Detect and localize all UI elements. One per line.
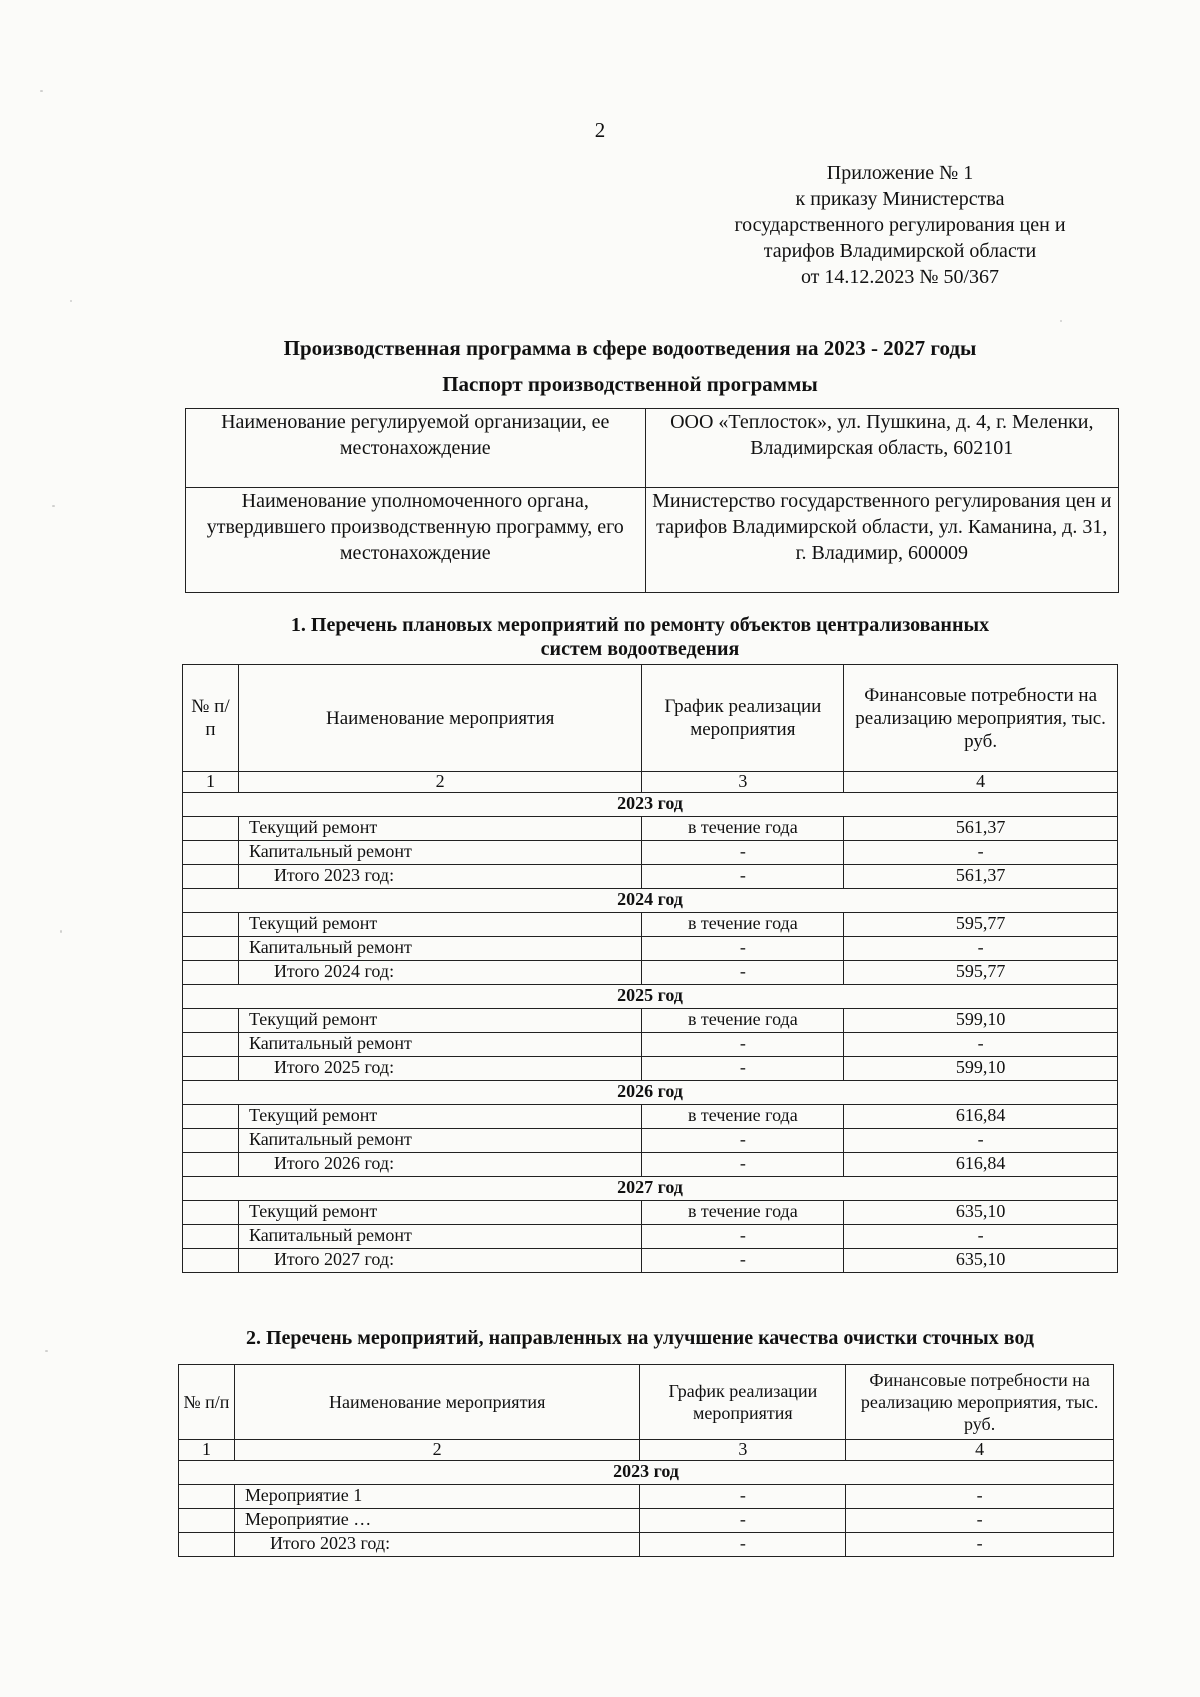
row-amount: 561,37 [844,865,1118,889]
column-number: 1 [179,1440,235,1461]
table-row [183,1105,1118,1129]
header-number: № п/п [179,1365,235,1440]
header-schedule: График реализации мероприятия [640,1365,846,1440]
section1-title [180,613,1100,661]
table-row [183,1009,1118,1033]
row-amount: - [844,1129,1118,1153]
year-label: 2026 год [183,1081,1118,1105]
column-number: 3 [642,772,844,793]
row-schedule: - [640,1509,846,1533]
scan-speck [1060,320,1062,322]
row-schedule: - [640,1485,846,1509]
year-row [183,985,1118,1009]
appendix-line: Приложение № 1 [826,162,974,184]
passport-label: Наименование регулируемой организации, ее местонахождение [186,409,646,488]
row-amount: - [844,1225,1118,1249]
table-row [183,937,1118,961]
section1-title-line: 1. Перечень плановых мероприятий по ремонту объектов централизованных [290,614,990,636]
column-number: 2 [234,1440,639,1461]
row-schedule: в течение года [642,817,844,841]
row-name: Итого 2026 год: [238,1153,641,1177]
section1-table [182,664,1118,1273]
appendix-line: от 14.12.2023 № 50/367 [800,266,1000,288]
table-row [183,913,1118,937]
header-schedule: График реализации мероприятия [642,665,844,772]
year-label: 2027 год [183,1177,1118,1201]
column-number: 4 [846,1440,1114,1461]
passport-title: Паспорт производственной программы [442,372,818,396]
row-name: Итого 2024 год: [238,961,641,985]
program-title: Производственная программа в сфере водоотведения на 2023 - 2027 годы [283,336,977,360]
row-schedule: в течение года [642,1105,844,1129]
row-amount: - [846,1509,1114,1533]
table-row [183,865,1118,889]
row-schedule: - [642,1225,844,1249]
row-amount: 599,10 [844,1009,1118,1033]
row-amount: 635,10 [844,1249,1118,1273]
table-row [183,1249,1118,1273]
passport-row [186,488,1119,593]
passport-row [186,409,1119,488]
row-schedule: в течение года [642,1201,844,1225]
row-name: Текущий ремонт [238,1009,641,1033]
year-row [183,1177,1118,1201]
row-name: Текущий ремонт [238,913,641,937]
scan-speck [52,505,55,507]
header-name: Наименование мероприятия [234,1365,639,1440]
row-schedule: в течение года [642,913,844,937]
row-amount: 595,77 [844,961,1118,985]
row-schedule: - [642,1153,844,1177]
scan-speck [60,930,62,933]
section2-title: 2. Перечень мероприятий, направленных на улучшение качества очистки сточных вод [246,1327,1034,1349]
year-row [179,1461,1114,1485]
row-amount: 561,37 [844,817,1118,841]
table-row [179,1509,1114,1533]
table-header-row [179,1365,1114,1440]
appendix-line: тарифов Владимирской области [763,240,1037,262]
row-schedule: в течение года [642,1009,844,1033]
table-row [183,817,1118,841]
row-name: Итого 2027 год: [238,1249,641,1273]
passport-table [185,408,1119,593]
row-amount: 616,84 [844,1105,1118,1129]
header-number: № п/п [183,665,239,772]
scan-speck [40,90,43,92]
scan-speck [70,300,72,302]
table-row [183,1033,1118,1057]
table-row [179,1485,1114,1509]
appendix-block [640,160,1160,290]
row-name: Капитальный ремонт [238,841,641,865]
row-schedule: - [642,865,844,889]
page-number: 2 [594,118,606,142]
row-schedule: - [642,1033,844,1057]
table-row [183,1129,1118,1153]
row-amount: 635,10 [844,1201,1118,1225]
section1-title-line: систем водоотведения [540,638,740,660]
table-header-row [183,665,1118,772]
row-schedule: - [642,937,844,961]
table-row [183,1225,1118,1249]
section2-table [178,1364,1114,1557]
year-label: 2023 год [179,1461,1114,1485]
row-name: Капитальный ремонт [238,1225,641,1249]
row-name: Итого 2023 год: [238,865,641,889]
year-row [183,1081,1118,1105]
row-amount: - [846,1533,1114,1557]
appendix-line: к приказу Министерства [795,188,1005,210]
row-schedule: - [642,961,844,985]
header-name: Наименование мероприятия [238,665,641,772]
column-number: 2 [238,772,641,793]
column-numbers-row [179,1440,1114,1461]
passport-label: Наименование уполномоченного органа, утвердившего производственную программу, его местонахождение [186,488,646,593]
row-name: Капитальный ремонт [238,1129,641,1153]
column-number: 3 [640,1440,846,1461]
column-numbers-row [183,772,1118,793]
year-label: 2024 год [183,889,1118,913]
row-amount: - [846,1485,1114,1509]
row-amount: - [844,1033,1118,1057]
table-row [183,1153,1118,1177]
table-row [183,1201,1118,1225]
row-amount: 599,10 [844,1057,1118,1081]
passport-value: Министерство государственного регулирования цен и тарифов Владимирской области, ул. Каманина, д. 31, г. Владимир, 600009 [645,488,1118,593]
row-amount: - [844,841,1118,865]
row-schedule: - [642,841,844,865]
year-label: 2025 год [183,985,1118,1009]
column-number: 4 [844,772,1118,793]
scan-speck [45,1350,48,1352]
table-row [183,961,1118,985]
row-amount: 595,77 [844,913,1118,937]
row-name: Капитальный ремонт [238,937,641,961]
table-row [179,1533,1114,1557]
row-name: Текущий ремонт [238,817,641,841]
row-name: Итого 2025 год: [238,1057,641,1081]
row-name: Текущий ремонт [238,1201,641,1225]
row-name: Текущий ремонт [238,1105,641,1129]
appendix-line: государственного регулирования цен и [734,214,1066,236]
row-schedule: - [642,1249,844,1273]
row-schedule: - [642,1057,844,1081]
table-row [183,841,1118,865]
row-schedule: - [642,1129,844,1153]
year-row [183,793,1118,817]
year-row [183,889,1118,913]
passport-value: ООО «Теплосток», ул. Пушкина, д. 4, г. Меленки, Владимирская область, 602101 [645,409,1118,488]
row-name: Итого 2023 год: [234,1533,639,1557]
table-row [183,1057,1118,1081]
row-schedule: - [640,1533,846,1557]
row-name: Мероприятие … [234,1509,639,1533]
row-name: Капитальный ремонт [238,1033,641,1057]
row-amount: - [844,937,1118,961]
year-label: 2023 год [183,793,1118,817]
header-amount: Финансовые потребности на реализацию мероприятия, тыс. руб. [844,665,1118,772]
header-amount: Финансовые потребности на реализацию мероприятия, тыс. руб. [846,1365,1114,1440]
row-name: Мероприятие 1 [234,1485,639,1509]
row-amount: 616,84 [844,1153,1118,1177]
column-number: 1 [183,772,239,793]
